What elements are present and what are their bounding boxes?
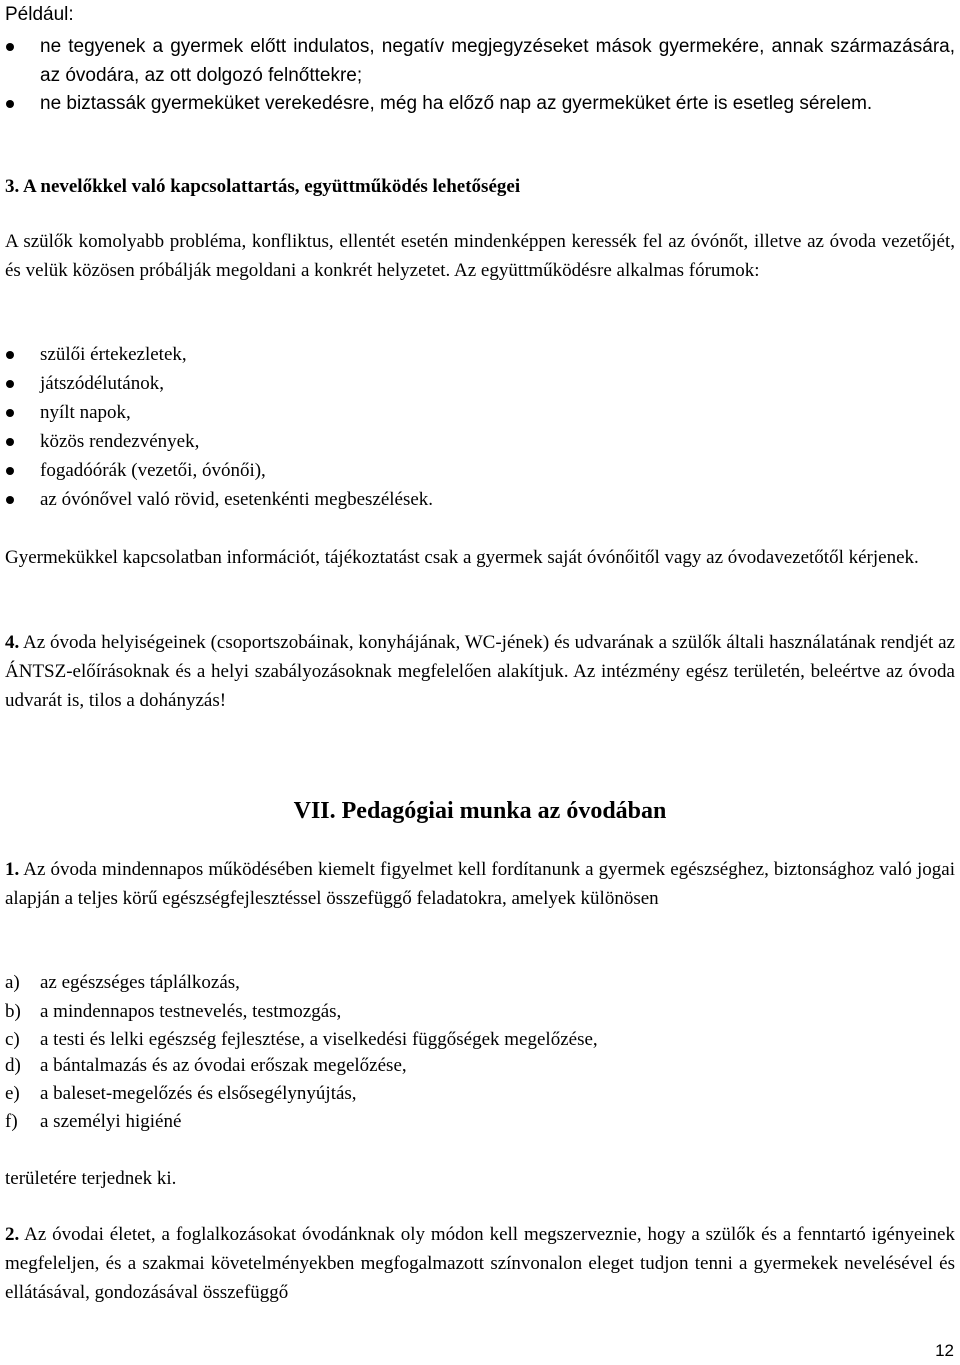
item-letter: e) [5, 1083, 20, 1104]
forum-text: közös rendezvények, [40, 431, 200, 452]
section4-paragraph [5, 628, 955, 715]
section-number: 1. [5, 859, 20, 880]
chapter-paragraph-1-text: Az óvoda mindennapos működésében kiemelt figyelmet kell fordítanunk a gyermek egészséghez, biztonsághoz való jogai alapján a teljes körű egészségfejlesztéssel összefüggő feladatokra, amelyek különösen [5, 859, 955, 909]
bullet-icon [6, 467, 14, 475]
health-item [5, 968, 240, 997]
item-letter: b) [5, 1001, 21, 1022]
item-letter: f) [5, 1111, 18, 1132]
item-text: a mindennapos testnevelés, testmozgás, [40, 1001, 342, 1022]
section-heading: 3. A nevelőkkel való kapcsolattartás, együttműködés lehetőségei [5, 176, 521, 197]
forum-list-item [0, 485, 960, 514]
health-item [5, 1025, 598, 1054]
forum-text: szülői értekezletek, [40, 344, 187, 365]
item-text: a testi és lelki egészség fejlesztése, a viselkedési függőségek megelőzése, [40, 1029, 598, 1050]
item-letter: d) [5, 1055, 21, 1076]
intro-bullet [0, 32, 960, 86]
forum-text: fogadóórák (vezetői, óvónői), [40, 460, 266, 481]
forum-list-item [0, 456, 960, 485]
chapter-paragraph-2 [5, 1220, 955, 1307]
forum-list-item [0, 427, 960, 456]
section-number: 4. [5, 632, 20, 653]
bullet-icon [6, 409, 14, 417]
section-number: 2. [5, 1224, 20, 1245]
intro-bullet [0, 89, 960, 118]
chapter-title: VII. Pedagógiai munka az óvodában [293, 798, 667, 824]
bullet-text: ne biztassák gyermeküket verekedésre, még ha előző nap az gyermeküket érte is esetleg sérelem. [40, 93, 873, 114]
forum-text: játszódélutánok, [40, 373, 164, 394]
bullet-icon [6, 380, 14, 388]
section3-paragraph: A szülők komolyabb probléma, konfliktus, ellentét esetén mindenképpen keressék fel az óvónőt, illetve az óvoda vezetőjét, és velük közösen próbálják megoldani a konkrét helyzetet. Az együttműködésre alkalmas fórumok: [5, 231, 955, 281]
page-number: 12 [935, 1341, 954, 1360]
bullet-icon [6, 438, 14, 446]
item-text: a bántalmazás és az óvodai erőszak megelőzése, [40, 1055, 407, 1076]
bullet-icon [6, 496, 14, 504]
chapter-paragraph-1 [5, 855, 955, 913]
item-letter: a) [5, 972, 20, 993]
intro-label: Például: [5, 4, 74, 25]
item-text: a személyi higiéné [40, 1111, 182, 1132]
item-letter: c) [5, 1029, 20, 1050]
health-item [5, 1051, 407, 1080]
forum-text: nyílt napok, [40, 402, 131, 423]
section4-text: Az óvoda helyiségeinek (csoportszobáinak, konyhájának, WC-jének) és udvarának a szülők általi használatának rendjét az ÁNTSZ-előírásoknak és a helyi szabályozásoknak megfelelően alakítjuk. Az intézmény egész területén, beleértve az óvoda udvarát is, tilos a dohányzás! [5, 632, 955, 711]
item-text: az egészséges táplálkozás, [40, 972, 240, 993]
health-closing: területére terjednek ki. [5, 1168, 177, 1189]
health-item [5, 1107, 181, 1136]
bullet-icon [6, 100, 14, 108]
chapter-paragraph-2-text: Az óvodai életet, a foglalkozásokat óvodánknak oly módon kell megszerveznie, hogy a szülők és a fenntartó igényeinek megfeleljen, és a szakmai követelményekben megfogalmazott színvonalon eleget tudjon tenni a gyermekek nevelésével és ellátásával, gondozásával összefüggő [5, 1224, 955, 1303]
section3-closing: Gyermekükkel kapcsolatban információt, tájékoztatást csak a gyermek saját óvónőitől vagy az óvodavezetőtől kérjenek. [5, 547, 919, 568]
forum-list-item [0, 340, 960, 369]
item-text: a baleset-megelőzés és elsősegélynyújtás, [40, 1083, 357, 1104]
health-item [5, 997, 341, 1026]
forum-text: az óvónővel való rövid, esetenkénti megbeszélések. [40, 489, 434, 510]
forum-list-item [0, 369, 960, 398]
health-item [5, 1079, 357, 1108]
bullet-text: ne tegyenek a gyermek előtt indulatos, negatív megjegyzéseket mások gyermekére, annak származására, az óvodára, az ott dolgozó felnőttekre; [40, 36, 955, 86]
bullet-icon [6, 351, 14, 359]
bullet-icon [6, 43, 14, 51]
forum-list-item [0, 398, 960, 427]
